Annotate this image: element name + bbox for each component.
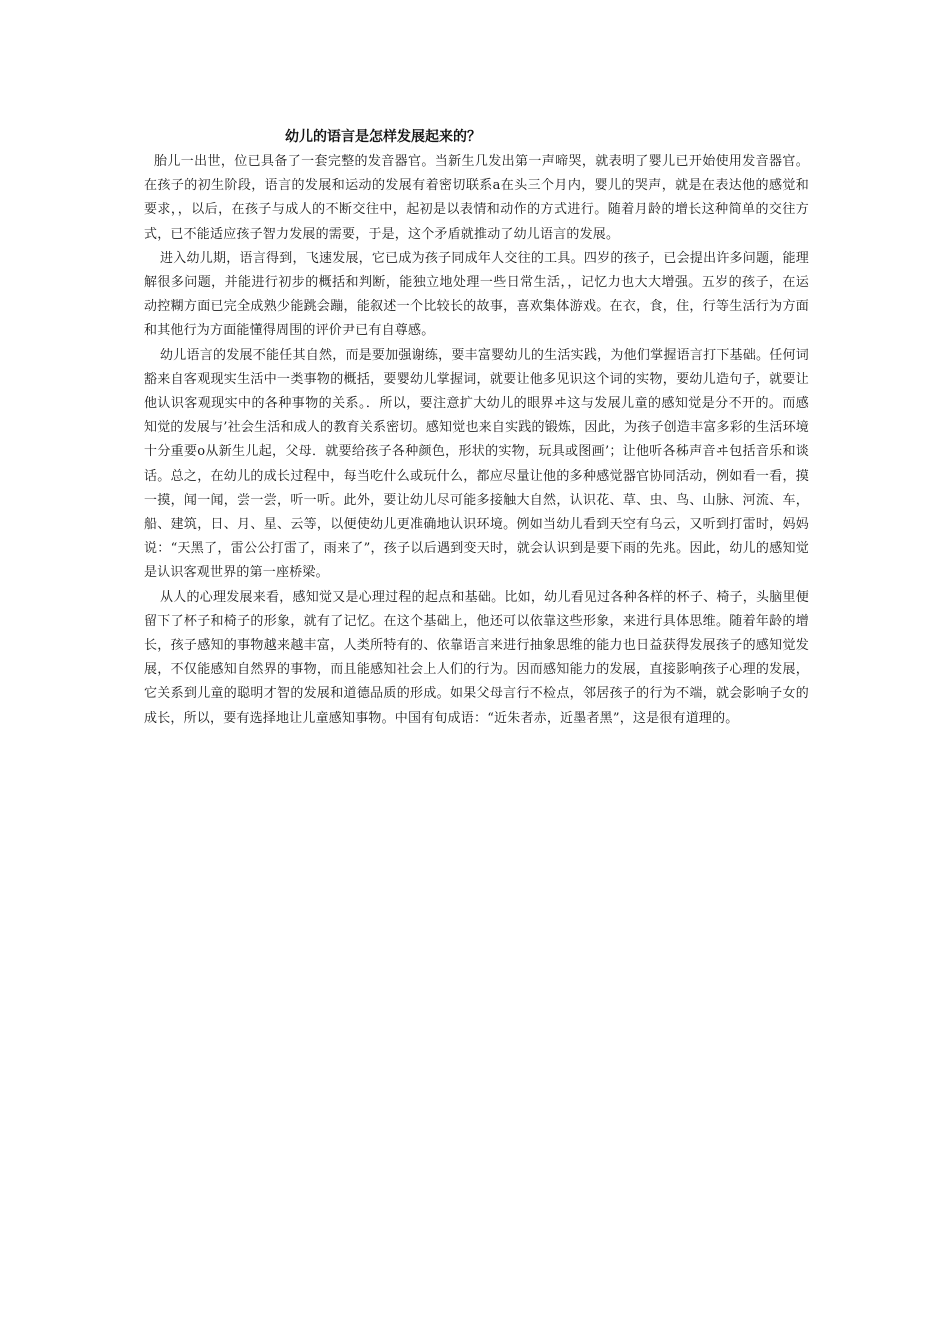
paragraph-4: 从人的心理发展来看，感知觉又是心理过程的起点和基础。比如，幼儿看见过各种各样的杯子、椅子，头脑里便留下了杯子和椅子的形象，就有了记忆。在这个基础上，他还可以依靠这些形象，来进行具体思维。随着年龄的增长，孩子感知的事物越来越丰富，人类所特有的、依靠语言来进行抽象思维的能力也日益获得发展孩子的感知觉发展，不仅能感知自然界的事物，而且能感知社会上人们的行为。因而感知能力的发展，直接影响孩子心理的发展，它关系到儿童的聪明才智的发展和道德品质的形成。如果父母言行不检点，邻居孩子的行为不端，就会影响子女的成长，所以，要有选择地让儿童感知事物。中国有旬成语：“近朱者赤，近墨者黑”，这是很有道理的。 — [144, 589, 809, 726]
paragraph-2: 进入幼儿期，语言得到，飞速发展，它已成为孩子同成年人交往的工具。四岁的孩子，已会提出许多问题，能理解很多问题，并能进行初步的概括和判断，能独立地处理一些日常生活，，记忆力也大大增强。五岁的孩子，在运动控糊方面已完全成熟少能跳会蹦，能叙述一个比较长的故事，喜欢集体游戏。在衣，食，住，行等生活行为方面和其他行为方面能懂得周围的评价尹已有自尊感。 — [144, 250, 809, 339]
document-title: 幼儿的语言是怎样发展起来的？ — [285, 129, 481, 145]
paragraph-3: 幼儿语言的发展不能任其自然，而是要加强谢练，要丰富婴幼儿的生活实践，为他们掌握语言打下基础。任何词豁来自客观现实生活中一类事物的概括，要婴幼儿掌握词，就要让他多见识这个词的实物，要幼儿造句子，就要让他认识客观现实中的各种事物的关系。．所以，要注意扩大幼儿的眼界ヰ这与发展儿童的感知觉是分不开的。而感知觉的发展与’社会生活和成人的教育关系密切。感知觉也来自实践的锻炼，因此，为孩子创造丰富多彩的生活环境十分重要o从新生儿起，父母．就要给孩子各种颜色，形状的实物，玩具或图画’；让他听各秭声音ヰ包括音乐和谈话。总之，在幼儿的成长过程中，每当吃什么或玩什么，都应尽量让他的多种感觉器官协同活动，例如看一看，摸一摸，闻一闻，尝一尝，听一听。此外，要让幼儿尽可能多接触大自然，认识花、草、虫、鸟、山脉、河流、车，船、建筑，日、月、星、云等，以便使幼儿更准确地认识环境。例如当幼儿看到天空有乌云，又听到打雷时，妈妈说：“天黑了，雷公公打雷了，雨来了”，孩子以后遇到变天时，就会认识到是要下雨的先兆。因此，幼儿的感知觉是认识客观世界的第一座桥梁。 — [144, 347, 809, 581]
document-body — [144, 150, 809, 731]
paragraph-1: 胎儿一出世，位已具备了一套完整的发音器官。当新生几发出第一声啼哭，就表明了婴儿已开始使用发音器官。在孩子的初生阶段，语言的发展和运动的发展有着密切联系a在头三个月内，婴儿的哭声，就是在表达他的感觉和要求，，以后，在孩子与成人的不断交往中，起初是以表情和动作的方式进行。随着月龄的增长这种简单的交往方式，已不能适应孩子智力发展的需要，于是，这个矛盾就推动了幼儿语言的发展。 — [144, 154, 809, 242]
